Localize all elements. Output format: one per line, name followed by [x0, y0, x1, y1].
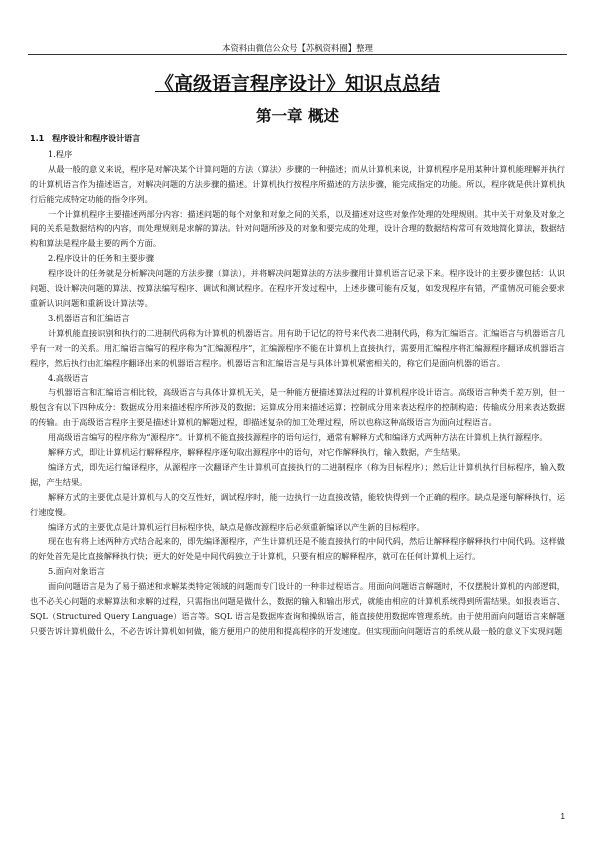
subsection-heading: 2.程序设计的任务和主要步骤: [48, 253, 155, 264]
header-text: 本资料由微信公众号【苏枫资料圈】整理: [222, 43, 373, 53]
document-title: 《高级语言程序设计》知识点总结: [154, 73, 440, 95]
subsection-heading: 5.面向对象语言: [48, 566, 105, 577]
paragraph: 计算机能直接识别和执行的二进制代码称为计算机的机器语言。用有助于记忆的符号来代表二进制代码，称为汇编语言。汇编语言与机器语言几乎有一对一的关系。用汇编语言编写的程序称为“汇编源程序”，汇编源程序不能在计算机上直接执行，需要用汇编程序将汇编源程序翻译成机器语言程序，然后执行由汇编程序翻译出来的机器语言程序。机器语言和汇编语言是与具体计算机紧密相关的，称它们是面向机器的语言。: [30, 327, 565, 368]
subsection-heading: 1.程序: [48, 148, 73, 159]
page-header: [28, 36, 567, 55]
page-number: 1: [560, 812, 565, 821]
paragraph: 现在也有将上述两种方式结合起来的，即先编译源程序，产生计算机还是不能直接执行的中间代码，然后让解释程序解释执行中间代码。这样做的好处首先是比直接解释执行快；更大的好处是中间代码独立于计算机，只要有相应的解释程序，就可在任何计算机上运行。: [30, 536, 565, 562]
subsection-heading: 3.机器语言和汇编语言: [48, 312, 130, 323]
paragraph: 从最一般的意义来说，程序是对解决某个计算问题的方法（算法）步骤的一种描述；而从计算机来说，计算机程序是用某种计算机能理解并执行的计算机语言作为描述语言，对解决问题的方法步骤的描述。计算机执行按程序所描述的方法步骤，能完成指定的功能。所以，程序就是供计算机执行后能完成特定功能的指令序列。: [30, 163, 565, 204]
chapter-heading: 第一章 概述: [256, 106, 339, 125]
paragraph: 解释方式，即让计算机运行解释程序，解释程序逐句取出源程序中的语句，对它作解释执行，输入数据，产生结果。: [48, 447, 466, 458]
paragraph: 编译方式的主要优点是计算机运行目标程序快，缺点是修改源程序后必须重新编译以产生新的目标程序。: [48, 521, 425, 532]
paragraph: 与机器语言和汇编语言相比较，高级语言与具体计算机无关，是一种能方便描述算法过程的计算机程序设计语言。高级语言种类千差万别，但一般包含有以下四种成分：数据成分用来描述程序所涉及的数据；运算成分用来描述运算；控制成分用来表达程序的控制构造；传输成分用来表达数据的传输。由于高级语言程序主要是描述计算机的解题过程，即描述复杂的加工处理过程，所以也称这种高级语言为面向过程语言。: [30, 387, 565, 428]
paragraph: 面向问题语言是为了易于描述和求解某类特定领域的问题而专门设计的一种非过程语言。用面向问题语言解题时，不仅摆脱计算机的内部逻辑，也不必关心问题的求解算法和求解的过程，只需指出问题是做什么，数据的输入和输出形式，就能由相应的计算机系统得到所需结果。如报表语言、SQL（Structured Query Language）语言等。SQL 语言是数据库查询和操纵语言，能直接使用数据库管理系统。由于使用面向问题语言来解题只要告诉计算机做什么，不必告诉计算机如何做，能方便用户的使用和提高程序的开发速度。但实现面向问题语言的系统从最一般的意义下实现问题: [30, 581, 565, 636]
paragraph: 编译方式，即先运行编译程序，从源程序一次翻译产生计算机可直接执行的二进制程序（称为目标程序）；然后让计算机执行目标程序，输入数据，产生结果。: [30, 461, 565, 487]
paragraph: 用高级语言编写的程序称为“源程序”。计算机不能直接技源程序的语句运行，通常有解释方式和编译方式两种方法在计算机上执行源程序。: [48, 432, 548, 443]
subsection-heading: 4.高级语言: [48, 372, 89, 383]
paragraph: 解释方式的主要优点是计算机与人的交互性好，调试程序时，能一边执行一边直接改错，能较快得到一个正确的程序。缺点是逐句解释执行，运行速度慢。: [30, 491, 565, 517]
paragraph: 一个计算机程序主要描述两部分内容：描述问题的每个对象和对象之间的关系，以及描述对这些对象作处理的处理规则。其中关于对象及对象之间的关系是数据结构的内容，而处理规则是求解的算法。针对问题所涉及的对象和要完成的处理，设计合理的数据结构常可有效地简化算法，数据结构和算法是程序最主要的两个方面。: [30, 208, 565, 249]
paragraph: 程序设计的任务就是分析解决问题的方法步骤（算法），并将解决问题算法的方法步骤用计算机语言记录下来。程序设计的主要步骤包括：认识问题、设计解决问题的算法、按算法编写程序、调试和测试程序。在程序开发过程中，上述步骤可能有反复，如发现程序有错，严重情况可能会要求重新认识问题和重新设计算法等。: [30, 268, 565, 308]
section-heading: 1.1 程序设计和程序设计语言: [30, 134, 141, 143]
body-text: [30, 132, 565, 639]
